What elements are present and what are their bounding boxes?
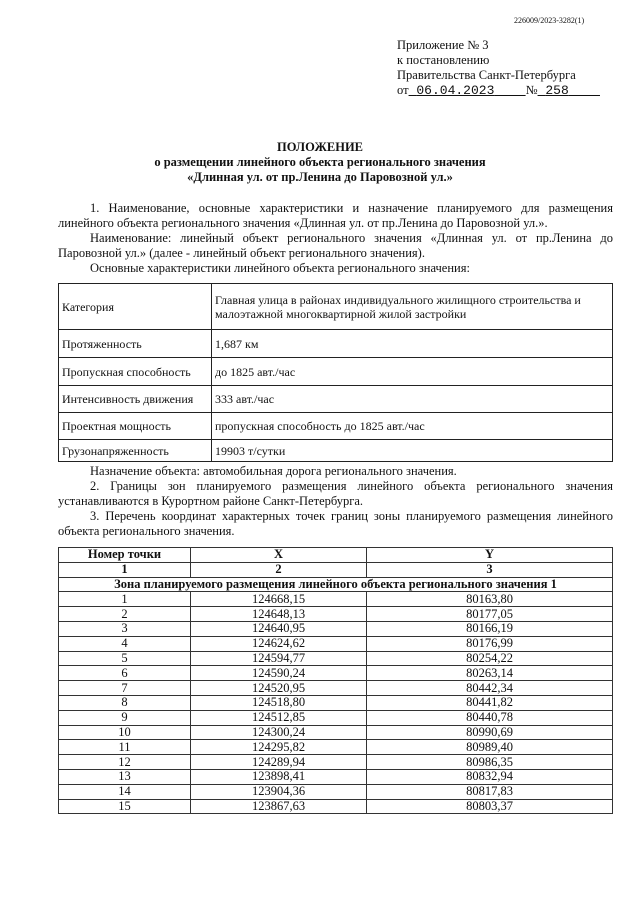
paragraph: 2. Границы зон планируемого размещения линейного объекта регионального значения устанавливаются в Курортном районе Санкт-Петербурга. [58,479,613,508]
from-label: от [397,83,409,97]
cell: 6 [59,666,191,681]
table-row [59,769,613,784]
table-row [59,681,613,696]
cell: 124640,95 [191,621,367,636]
cell: 80989,40 [367,740,613,755]
cell: 124624,62 [191,636,367,651]
table-row [59,413,613,440]
cell: 124520,95 [191,681,367,696]
table-row [59,725,613,740]
cell: 124648,13 [191,607,367,622]
cell: Y [367,548,613,563]
cell: 123904,36 [191,784,367,799]
cell: 80990,69 [367,725,613,740]
table-row [59,636,613,651]
cell: 13 [59,769,191,784]
table-row [59,621,613,636]
cell: 124590,24 [191,666,367,681]
table-row [59,799,613,814]
cell: 123898,41 [191,769,367,784]
cell: 2 [191,562,367,577]
cell: 80263,14 [367,666,613,681]
cell: 4 [59,636,191,651]
cell: 80254,22 [367,651,613,666]
char-value: пропускная способность до 1825 авт./час [212,413,613,440]
paragraph: Назначение объекта: автомобильная дорога регионального значения. [90,464,457,478]
paragraph: 1. Наименование, основные характеристики и назначение планируемого для размещения линейного объекта регионального значения «Длинная ул. от пр.Ленина до Паровозной ул.». [58,201,613,230]
cell: 1 [59,592,191,607]
table-row [59,592,613,607]
decree-number [538,83,600,98]
cell: 7 [59,681,191,696]
cell: 124668,15 [191,592,367,607]
cell: 3 [59,621,191,636]
table-row [59,784,613,799]
appendix-header [397,38,600,98]
cell: 8 [59,695,191,710]
decree-date-value: 06.04.2023 [416,83,495,98]
appendix-date-line [397,83,600,98]
cell: 15 [59,799,191,814]
char-value: Главная улица в районах индивидуального жилищного строительства и малоэтажной многоквартирной жилой застройки [212,284,613,330]
cell: 80440,78 [367,710,613,725]
cell: 124518,80 [191,695,367,710]
cell: 2 [59,607,191,622]
table-row [59,666,613,681]
cell: 80441,82 [367,695,613,710]
cell: 80832,94 [367,769,613,784]
char-name: Проектная мощность [59,413,212,440]
appendix-line: Правительства Санкт-Петербурга [397,68,576,82]
column-number-row [59,562,613,577]
char-value: 333 авт./час [212,386,613,413]
table-row [59,651,613,666]
cell: 9 [59,710,191,725]
table-row [59,284,613,330]
cell: 124594,77 [191,651,367,666]
table-row [59,710,613,725]
cell: 124300,24 [191,725,367,740]
cell: 80817,83 [367,784,613,799]
title-line: ПОЛОЖЕНИЕ [276,140,364,154]
table-row [59,695,613,710]
cell: 124512,85 [191,710,367,725]
table-row [59,386,613,413]
table-row [59,358,613,386]
char-name: Грузонапряженность [59,440,212,462]
document-title [0,140,640,185]
zone-title: Зона планируемого размещения линейного объекта регионального значения 1 [59,577,613,592]
title-line: «Длинная ул. от пр.Ленина до Паровозной ул.» [187,170,453,184]
cell: 5 [59,651,191,666]
table-row [59,607,613,622]
paragraph: Наименование: линейный объект регионального значения «Длинная ул. от пр.Ленина до Паровозной ул.» (далее - линейный объект регионального значения). [58,231,613,260]
zone-title-row [59,577,613,592]
cell: 80163,80 [367,592,613,607]
cell: 11 [59,740,191,755]
document-number: 226009/2023-3282(1) [514,16,585,25]
cell: 124295,82 [191,740,367,755]
decree-date [409,83,526,98]
cell: 12 [59,755,191,770]
cell: 123867,63 [191,799,367,814]
cell: 80803,37 [367,799,613,814]
cell: 80177,05 [367,607,613,622]
char-name: Протяженность [59,330,212,358]
cell: 14 [59,784,191,799]
cell: 80442,34 [367,681,613,696]
cell: 3 [367,562,613,577]
appendix-line: к постановлению [397,53,490,67]
cell: 80176,99 [367,636,613,651]
header-row [59,548,613,563]
char-value: до 1825 авт./час [212,358,613,386]
char-name: Пропускная способность [59,358,212,386]
cell: Номер точки [59,548,191,563]
document-body [58,201,613,814]
number-label: № [525,83,538,97]
cell: 80986,35 [367,755,613,770]
cell: X [191,548,367,563]
cell: 1 [59,562,191,577]
title-line: о размещении линейного объекта регионального значения [154,155,486,169]
cell: 124289,94 [191,755,367,770]
appendix-line: Приложение № 3 [397,38,489,52]
characteristics-table [58,283,613,462]
table-row [59,755,613,770]
table-row [59,740,613,755]
char-value: 19903 т/сутки [212,440,613,462]
cell: 10 [59,725,191,740]
char-value: 1,687 км [212,330,613,358]
decree-number-value: 258 [545,83,569,98]
cell: 80166,19 [367,621,613,636]
paragraph: 3. Перечень координат характерных точек границ зоны планируемого размещения линейного объекта регионального значения. [58,509,613,538]
paragraph: Основные характеристики линейного объекта регионального значения: [90,261,470,275]
char-name: Интенсивность движения [59,386,212,413]
coordinates-table [58,547,613,814]
char-name: Категория [59,284,212,330]
table-row [59,440,613,462]
table-row [59,330,613,358]
